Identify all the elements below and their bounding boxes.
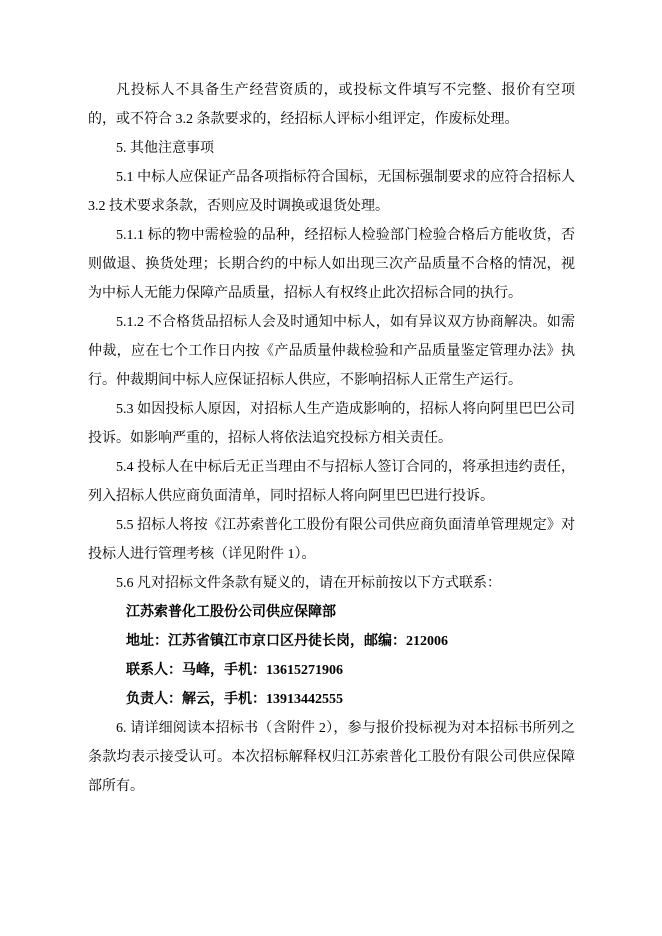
heading-other-notes: 5. 其他注意事项 [116, 141, 214, 156]
clause-5-1-1: 5.1.1 标的物中需检验的品种，经招标人检验部门检验合格后方能收货，否则做退、换货处理；长期合约的中标人如出现三次产品质量不合格的情况，视为中标人无能力保障产品质量，招标人有权终止此次招标合同的执行。 [88, 228, 575, 301]
clause-5-3: 5.3 如因投标人原因，对招标人生产造成影响的，招标人将向阿里巴巴公司投诉。如影响严重的，招标人将依法追究投标方相关责任。 [88, 402, 575, 446]
clause-invalid-bid: 凡投标人不具备生产经营资质的，或投标文件填写不完整、报价有空项的，或不符合 3.2 条款要求的，经招标人评标小组评定，作废标处理。 [88, 83, 575, 127]
clause-5-1: 5.1 中标人应保证产品各项指标符合国标，无国标强制要求的应符合招标人 3.2 技术要求条款，否则应及时调换或退货处理。 [88, 170, 575, 214]
contact-manager: 负责人：解云，手机：13913442555 [126, 692, 343, 707]
contact-address: 地址：江苏省镇江市京口区丹徒长岗，邮编：212006 [126, 634, 448, 649]
contact-department: 江苏索普化工股份公司供应保障部 [126, 605, 336, 620]
document-content [88, 76, 575, 801]
clause-5-6: 5.6 凡对招标文件条款有疑义的，请在开标前按以下方式联系： [116, 576, 501, 591]
contact-person: 联系人：马峰，手机：13615271906 [126, 663, 343, 678]
clause-6: 6. 请详细阅读本招标书（含附件 2），参与报价投标视为对本招标书所列之条款均表示接受认可。本次招标解释权归江苏索普化工股份有限公司供应保障部所有。 [88, 721, 575, 794]
clause-5-5: 5.5 招标人将按《江苏索普化工股份有限公司供应商负面清单管理规定》对投标人进行管理考核（详见附件 1）。 [88, 518, 575, 562]
clause-5-1-2: 5.1.2 不合格货品招标人会及时通知中标人，如有异议双方协商解决。如需仲裁，应在七个工作日内按《产品质量仲裁检验和产品质量鉴定管理办法》执行。仲裁期间中标人应保证招标人供应，不影响招标人正常生产运行。 [88, 315, 575, 388]
clause-5-4: 5.4 投标人在中标后无正当理由不与招标人签订合同的，将承担违约责任，列入招标人供应商负面清单，同时招标人将向阿里巴巴进行投诉。 [88, 460, 575, 504]
